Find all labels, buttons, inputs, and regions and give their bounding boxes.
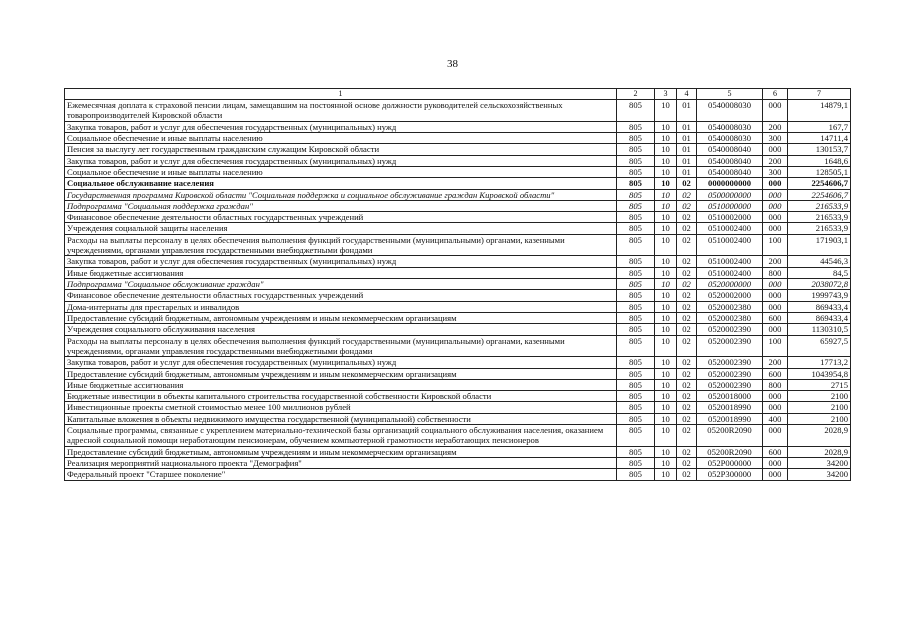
cell-section: 10 bbox=[655, 189, 677, 200]
table-row bbox=[65, 425, 851, 447]
cell-name: Закупка товаров, работ и услуг для обеспечения государственных (муниципальных) нужд bbox=[65, 256, 617, 267]
cell-amount: 167,7 bbox=[788, 121, 851, 132]
cell-amount: 2038072,8 bbox=[788, 279, 851, 290]
cell-amount: 65927,5 bbox=[788, 335, 851, 357]
cell-name: Закупка товаров, работ и услуг для обеспечения государственных (муниципальных) нужд bbox=[65, 121, 617, 132]
cell-amount: 2028,9 bbox=[788, 446, 851, 457]
cell-subsection: 02 bbox=[677, 279, 697, 290]
cell-target-article: 0520002390 bbox=[697, 335, 763, 357]
cell-target-article: 0540008030 bbox=[697, 100, 763, 122]
header-col-1: 1 bbox=[65, 89, 617, 100]
cell-subsection: 02 bbox=[677, 357, 697, 368]
cell-amount: 2715 bbox=[788, 379, 851, 390]
cell-amount: 2100 bbox=[788, 413, 851, 424]
cell-name: Предоставление субсидий бюджетным, автономным учреждениям и иным некоммерческим организациям bbox=[65, 368, 617, 379]
cell-subsection: 02 bbox=[677, 425, 697, 447]
cell-subsection: 02 bbox=[677, 312, 697, 323]
cell-target-article: 0520002390 bbox=[697, 368, 763, 379]
cell-subsection: 02 bbox=[677, 458, 697, 469]
cell-section: 10 bbox=[655, 324, 677, 335]
cell-section: 10 bbox=[655, 267, 677, 278]
cell-target-article: 0540008040 bbox=[697, 166, 763, 177]
cell-section: 10 bbox=[655, 290, 677, 301]
cell-section: 10 bbox=[655, 256, 677, 267]
cell-ministry-code: 805 bbox=[617, 368, 655, 379]
cell-expense-type: 800 bbox=[763, 267, 788, 278]
cell-target-article: 0520002390 bbox=[697, 379, 763, 390]
cell-ministry-code: 805 bbox=[617, 324, 655, 335]
cell-name: Расходы на выплаты персоналу в целях обеспечения выполнения функций государственными (муниципальными) органами, казенными учреждениями, органами управления государственными внебюджетными фондами bbox=[65, 234, 617, 256]
cell-expense-type: 600 bbox=[763, 368, 788, 379]
cell-subsection: 02 bbox=[677, 212, 697, 223]
header-col-3: 3 bbox=[655, 89, 677, 100]
cell-name: Реализация мероприятий национального проекта "Демография" bbox=[65, 458, 617, 469]
cell-target-article: 0520018000 bbox=[697, 391, 763, 402]
cell-expense-type: 200 bbox=[763, 357, 788, 368]
cell-ministry-code: 805 bbox=[617, 357, 655, 368]
table-row bbox=[65, 469, 851, 480]
cell-ministry-code: 805 bbox=[617, 267, 655, 278]
cell-section: 10 bbox=[655, 155, 677, 166]
cell-subsection: 01 bbox=[677, 144, 697, 155]
cell-subsection: 02 bbox=[677, 234, 697, 256]
cell-ministry-code: 805 bbox=[617, 413, 655, 424]
cell-expense-type: 200 bbox=[763, 256, 788, 267]
cell-expense-type: 000 bbox=[763, 212, 788, 223]
cell-target-article: 0520002380 bbox=[697, 301, 763, 312]
table-body bbox=[65, 100, 851, 481]
cell-ministry-code: 805 bbox=[617, 189, 655, 200]
cell-amount: 1130310,5 bbox=[788, 324, 851, 335]
cell-ministry-code: 805 bbox=[617, 166, 655, 177]
cell-ministry-code: 805 bbox=[617, 446, 655, 457]
cell-expense-type: 800 bbox=[763, 379, 788, 390]
cell-section: 10 bbox=[655, 458, 677, 469]
cell-amount: 171903,1 bbox=[788, 234, 851, 256]
cell-section: 10 bbox=[655, 469, 677, 480]
cell-expense-type: 100 bbox=[763, 234, 788, 256]
cell-subsection: 02 bbox=[677, 178, 697, 189]
header-col-6: 6 bbox=[763, 89, 788, 100]
cell-target-article: 0540008040 bbox=[697, 155, 763, 166]
cell-ministry-code: 805 bbox=[617, 379, 655, 390]
cell-expense-type: 000 bbox=[763, 301, 788, 312]
cell-name: Закупка товаров, работ и услуг для обеспечения государственных (муниципальных) нужд bbox=[65, 357, 617, 368]
table-row bbox=[65, 357, 851, 368]
cell-target-article: 0510002400 bbox=[697, 223, 763, 234]
cell-amount: 34200 bbox=[788, 458, 851, 469]
cell-expense-type: 200 bbox=[763, 121, 788, 132]
cell-target-article: 0540008030 bbox=[697, 132, 763, 143]
cell-expense-type: 600 bbox=[763, 312, 788, 323]
header-row bbox=[65, 89, 851, 100]
cell-section: 10 bbox=[655, 178, 677, 189]
cell-amount: 1999743,9 bbox=[788, 290, 851, 301]
cell-ministry-code: 805 bbox=[617, 391, 655, 402]
cell-ministry-code: 805 bbox=[617, 335, 655, 357]
cell-expense-type: 000 bbox=[763, 402, 788, 413]
cell-amount: 128505,1 bbox=[788, 166, 851, 177]
cell-ministry-code: 805 bbox=[617, 178, 655, 189]
cell-target-article: 0000000000 bbox=[697, 178, 763, 189]
cell-name: Иные бюджетные ассигнования bbox=[65, 379, 617, 390]
budget-table bbox=[64, 88, 851, 481]
cell-section: 10 bbox=[655, 132, 677, 143]
cell-section: 10 bbox=[655, 446, 677, 457]
cell-expense-type: 000 bbox=[763, 458, 788, 469]
table-row bbox=[65, 132, 851, 143]
cell-subsection: 02 bbox=[677, 379, 697, 390]
cell-target-article: 0520002380 bbox=[697, 312, 763, 323]
cell-section: 10 bbox=[655, 312, 677, 323]
cell-subsection: 02 bbox=[677, 324, 697, 335]
cell-amount: 216533,9 bbox=[788, 212, 851, 223]
cell-target-article: 0520018990 bbox=[697, 413, 763, 424]
table-row bbox=[65, 368, 851, 379]
header-col-5: 5 bbox=[697, 89, 763, 100]
cell-ministry-code: 805 bbox=[617, 279, 655, 290]
cell-subsection: 02 bbox=[677, 223, 697, 234]
cell-ministry-code: 805 bbox=[617, 301, 655, 312]
cell-amount: 1043954,8 bbox=[788, 368, 851, 379]
cell-ministry-code: 805 bbox=[617, 469, 655, 480]
cell-name: Предоставление субсидий бюджетным, автономным учреждениям и иным некоммерческим организациям bbox=[65, 312, 617, 323]
cell-section: 10 bbox=[655, 402, 677, 413]
cell-subsection: 02 bbox=[677, 301, 697, 312]
table-row bbox=[65, 121, 851, 132]
cell-section: 10 bbox=[655, 212, 677, 223]
cell-subsection: 01 bbox=[677, 121, 697, 132]
table-row bbox=[65, 267, 851, 278]
cell-expense-type: 000 bbox=[763, 189, 788, 200]
cell-expense-type: 600 bbox=[763, 446, 788, 457]
cell-ministry-code: 805 bbox=[617, 121, 655, 132]
cell-subsection: 02 bbox=[677, 413, 697, 424]
cell-expense-type: 300 bbox=[763, 166, 788, 177]
table-row bbox=[65, 379, 851, 390]
table-row bbox=[65, 155, 851, 166]
cell-amount: 2028,9 bbox=[788, 425, 851, 447]
cell-amount: 2254606,7 bbox=[788, 178, 851, 189]
cell-name: Капитальные вложения в объекты недвижимого имущества государственной (муниципальной) собственности bbox=[65, 413, 617, 424]
table-row bbox=[65, 166, 851, 177]
cell-name: Предоставление субсидий бюджетным, автономным учреждениям и иным некоммерческим организациям bbox=[65, 446, 617, 457]
table-row bbox=[65, 413, 851, 424]
cell-amount: 2100 bbox=[788, 402, 851, 413]
cell-amount: 14879,1 bbox=[788, 100, 851, 122]
table-row bbox=[65, 324, 851, 335]
cell-expense-type: 000 bbox=[763, 324, 788, 335]
cell-target-article: 0510002400 bbox=[697, 234, 763, 256]
cell-amount: 216533,9 bbox=[788, 200, 851, 211]
cell-name: Социальное обеспечение и иные выплаты населению bbox=[65, 132, 617, 143]
cell-expense-type: 000 bbox=[763, 391, 788, 402]
cell-target-article: 0540008040 bbox=[697, 144, 763, 155]
table-row bbox=[65, 189, 851, 200]
cell-section: 10 bbox=[655, 425, 677, 447]
cell-subsection: 02 bbox=[677, 335, 697, 357]
cell-name: Иные бюджетные ассигнования bbox=[65, 267, 617, 278]
cell-ministry-code: 805 bbox=[617, 200, 655, 211]
cell-subsection: 01 bbox=[677, 100, 697, 122]
table-row bbox=[65, 290, 851, 301]
cell-ministry-code: 805 bbox=[617, 256, 655, 267]
cell-ministry-code: 805 bbox=[617, 402, 655, 413]
cell-section: 10 bbox=[655, 391, 677, 402]
cell-subsection: 02 bbox=[677, 200, 697, 211]
cell-section: 10 bbox=[655, 379, 677, 390]
cell-target-article: 0520002000 bbox=[697, 290, 763, 301]
cell-amount: 14711,4 bbox=[788, 132, 851, 143]
cell-subsection: 02 bbox=[677, 402, 697, 413]
cell-amount: 216533,9 bbox=[788, 223, 851, 234]
cell-name: Пенсия за выслугу лет государственным гражданским служащим Кировской области bbox=[65, 144, 617, 155]
cell-ministry-code: 805 bbox=[617, 425, 655, 447]
cell-section: 10 bbox=[655, 166, 677, 177]
cell-target-article: 0540008030 bbox=[697, 121, 763, 132]
cell-ministry-code: 805 bbox=[617, 212, 655, 223]
table-row bbox=[65, 301, 851, 312]
table-row bbox=[65, 279, 851, 290]
cell-amount: 869433,4 bbox=[788, 312, 851, 323]
cell-target-article: 0510002400 bbox=[697, 267, 763, 278]
cell-subsection: 01 bbox=[677, 166, 697, 177]
cell-expense-type: 400 bbox=[763, 413, 788, 424]
cell-section: 10 bbox=[655, 100, 677, 122]
cell-name: Бюджетные инвестиции в объекты капитального строительства государственной собственности Кировской области bbox=[65, 391, 617, 402]
cell-name: Социальные программы, связанные с укреплением материально-технической базы организаций социального обслуживания населения, оказанием адресной социальной помощи неработающим пенсионерам, обучением компьютерной грамотности неработающих пенсионеров bbox=[65, 425, 617, 447]
table-row bbox=[65, 458, 851, 469]
cell-expense-type: 000 bbox=[763, 279, 788, 290]
cell-target-article: 0520018990 bbox=[697, 402, 763, 413]
cell-target-article: 0520000000 bbox=[697, 279, 763, 290]
table-row bbox=[65, 100, 851, 122]
cell-target-article: 0510002400 bbox=[697, 256, 763, 267]
table-row bbox=[65, 223, 851, 234]
cell-subsection: 02 bbox=[677, 189, 697, 200]
table-row bbox=[65, 200, 851, 211]
cell-ministry-code: 805 bbox=[617, 458, 655, 469]
cell-target-article: 0520002390 bbox=[697, 324, 763, 335]
cell-target-article: 0500000000 bbox=[697, 189, 763, 200]
cell-amount: 84,5 bbox=[788, 267, 851, 278]
table-row bbox=[65, 312, 851, 323]
cell-subsection: 02 bbox=[677, 267, 697, 278]
cell-name: Учреждения социального обслуживания населения bbox=[65, 324, 617, 335]
cell-ministry-code: 805 bbox=[617, 223, 655, 234]
cell-subsection: 01 bbox=[677, 155, 697, 166]
cell-name: Федеральный проект "Старшее поколение" bbox=[65, 469, 617, 480]
cell-section: 10 bbox=[655, 144, 677, 155]
table-row bbox=[65, 234, 851, 256]
table-row bbox=[65, 178, 851, 189]
cell-expense-type: 000 bbox=[763, 100, 788, 122]
cell-amount: 2100 bbox=[788, 391, 851, 402]
cell-target-article: 0510002000 bbox=[697, 212, 763, 223]
cell-name: Расходы на выплаты персоналу в целях обеспечения выполнения функций государственными (муниципальными) органами, казенными учреждениями, органами управления государственными внебюджетными фондами bbox=[65, 335, 617, 357]
cell-amount: 2254606,7 bbox=[788, 189, 851, 200]
cell-ministry-code: 805 bbox=[617, 290, 655, 301]
cell-expense-type: 100 bbox=[763, 335, 788, 357]
cell-amount: 44546,3 bbox=[788, 256, 851, 267]
header-col-7: 7 bbox=[788, 89, 851, 100]
cell-name: Ежемесячная доплата к страховой пенсии лицам, замещавшим на постоянной основе должности руководителей сельскохозяйственных товаропроизводителей Кировской области bbox=[65, 100, 617, 122]
cell-subsection: 02 bbox=[677, 446, 697, 457]
table-row bbox=[65, 144, 851, 155]
cell-expense-type: 200 bbox=[763, 155, 788, 166]
cell-section: 10 bbox=[655, 200, 677, 211]
cell-subsection: 02 bbox=[677, 368, 697, 379]
cell-target-article: 05200R2090 bbox=[697, 425, 763, 447]
cell-subsection: 01 bbox=[677, 132, 697, 143]
cell-name: Учреждения социальной защиты населения bbox=[65, 223, 617, 234]
table-row bbox=[65, 391, 851, 402]
cell-name: Подпрограмма "Социальное обслуживание граждан" bbox=[65, 279, 617, 290]
cell-ministry-code: 805 bbox=[617, 312, 655, 323]
cell-expense-type: 000 bbox=[763, 469, 788, 480]
cell-expense-type: 000 bbox=[763, 290, 788, 301]
cell-subsection: 02 bbox=[677, 290, 697, 301]
table-row bbox=[65, 446, 851, 457]
cell-name: Финансовое обеспечение деятельности областных государственных учреждений bbox=[65, 212, 617, 223]
cell-expense-type: 000 bbox=[763, 178, 788, 189]
cell-name: Финансовое обеспечение деятельности областных государственных учреждений bbox=[65, 290, 617, 301]
cell-amount: 1648,6 bbox=[788, 155, 851, 166]
cell-name: Государственная программа Кировской области "Социальная поддержка и социальное обслуживание граждан Кировской области" bbox=[65, 189, 617, 200]
cell-target-article: 05200R2090 bbox=[697, 446, 763, 457]
cell-amount: 17713,2 bbox=[788, 357, 851, 368]
cell-ministry-code: 805 bbox=[617, 234, 655, 256]
cell-name: Дома-интернаты для престарелых и инвалидов bbox=[65, 301, 617, 312]
cell-amount: 34200 bbox=[788, 469, 851, 480]
cell-section: 10 bbox=[655, 279, 677, 290]
cell-section: 10 bbox=[655, 368, 677, 379]
cell-subsection: 02 bbox=[677, 391, 697, 402]
cell-section: 10 bbox=[655, 234, 677, 256]
cell-amount: 869433,4 bbox=[788, 301, 851, 312]
header-col-2: 2 bbox=[617, 89, 655, 100]
table-row bbox=[65, 402, 851, 413]
cell-section: 10 bbox=[655, 223, 677, 234]
cell-expense-type: 000 bbox=[763, 425, 788, 447]
table-row bbox=[65, 335, 851, 357]
cell-ministry-code: 805 bbox=[617, 132, 655, 143]
cell-section: 10 bbox=[655, 121, 677, 132]
cell-expense-type: 000 bbox=[763, 144, 788, 155]
cell-target-article: 052P300000 bbox=[697, 469, 763, 480]
cell-name: Подпрограмма "Социальная поддержка граждан" bbox=[65, 200, 617, 211]
cell-name: Социальное обслуживание населения bbox=[65, 178, 617, 189]
cell-ministry-code: 805 bbox=[617, 155, 655, 166]
cell-target-article: 0510000000 bbox=[697, 200, 763, 211]
cell-subsection: 02 bbox=[677, 469, 697, 480]
header-col-4: 4 bbox=[677, 89, 697, 100]
cell-name: Закупка товаров, работ и услуг для обеспечения государственных (муниципальных) нужд bbox=[65, 155, 617, 166]
table-row bbox=[65, 212, 851, 223]
cell-section: 10 bbox=[655, 413, 677, 424]
cell-ministry-code: 805 bbox=[617, 144, 655, 155]
cell-target-article: 052P000000 bbox=[697, 458, 763, 469]
cell-expense-type: 000 bbox=[763, 223, 788, 234]
cell-target-article: 0520002390 bbox=[697, 357, 763, 368]
cell-subsection: 02 bbox=[677, 256, 697, 267]
cell-amount: 130153,7 bbox=[788, 144, 851, 155]
cell-name: Социальное обеспечение и иные выплаты населению bbox=[65, 166, 617, 177]
cell-ministry-code: 805 bbox=[617, 100, 655, 122]
cell-section: 10 bbox=[655, 301, 677, 312]
cell-expense-type: 000 bbox=[763, 200, 788, 211]
page-number: 38 bbox=[447, 58, 458, 70]
cell-name: Инвестиционные проекты сметной стоимостью менее 100 миллионов рублей bbox=[65, 402, 617, 413]
cell-section: 10 bbox=[655, 335, 677, 357]
table-row bbox=[65, 256, 851, 267]
cell-expense-type: 300 bbox=[763, 132, 788, 143]
cell-section: 10 bbox=[655, 357, 677, 368]
